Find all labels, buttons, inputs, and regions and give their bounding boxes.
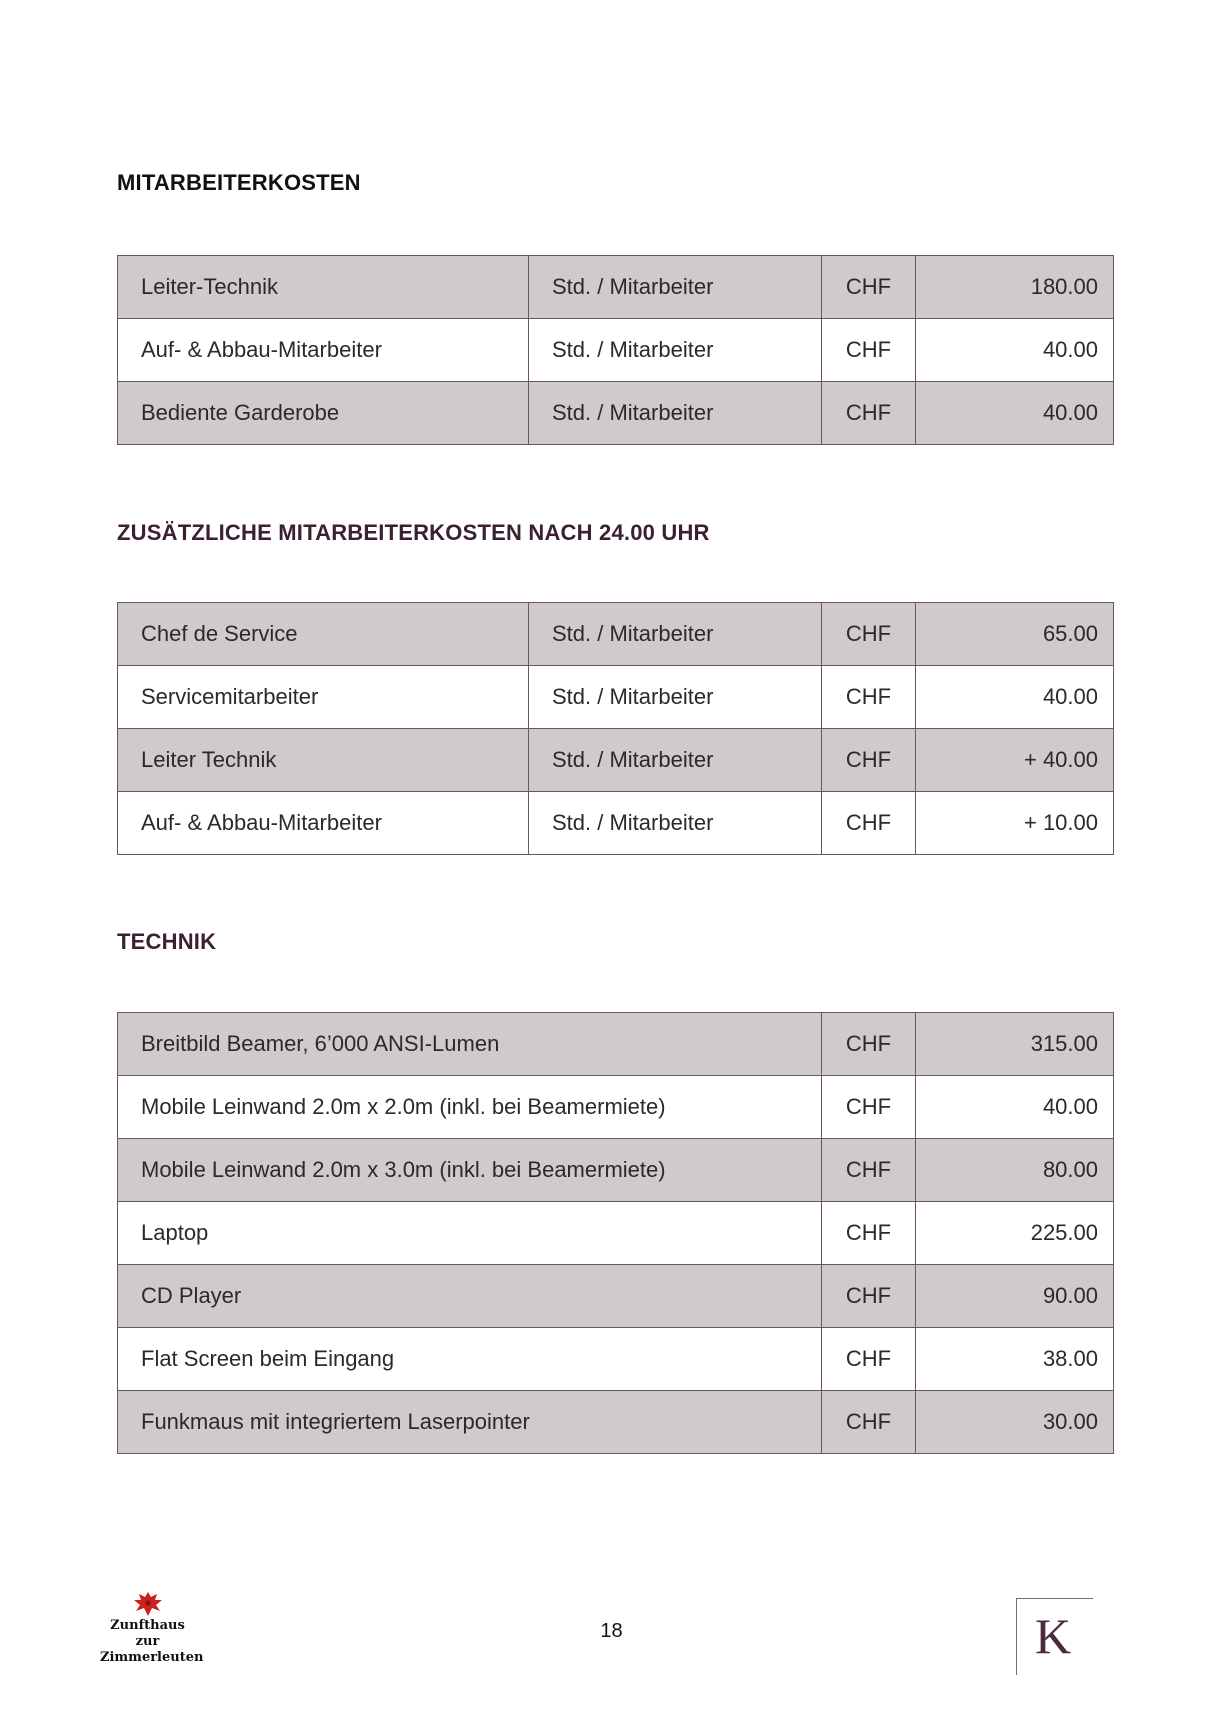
item-currency: CHF [822, 666, 916, 729]
item-price: + 10.00 [916, 792, 1114, 855]
table-row [118, 792, 1114, 855]
table-row [118, 666, 1114, 729]
eagle-crest-icon [133, 1590, 163, 1618]
section-title-technik: TECHNIK [117, 929, 217, 954]
item-name: Flat Screen beim Eingang [118, 1328, 822, 1391]
table-mitarbeiterkosten [117, 255, 1114, 445]
item-price: + 40.00 [916, 729, 1114, 792]
table-row [118, 1391, 1114, 1454]
item-price: 40.00 [916, 666, 1114, 729]
item-unit: Std. / Mitarbeiter [529, 666, 822, 729]
table-row [118, 256, 1114, 319]
item-price: 30.00 [916, 1391, 1114, 1454]
item-currency: CHF [822, 256, 916, 319]
logo-line: zur [135, 1634, 160, 1649]
logo-line: Zunfthaus [110, 1618, 185, 1633]
k-logo [1016, 1598, 1093, 1675]
table-row [118, 382, 1114, 445]
item-price: 40.00 [916, 382, 1114, 445]
table-row [118, 1076, 1114, 1139]
item-price: 225.00 [916, 1202, 1114, 1265]
item-currency: CHF [822, 729, 916, 792]
item-name: CD Player [118, 1265, 822, 1328]
table-technik [117, 1012, 1114, 1454]
item-price: 80.00 [916, 1139, 1114, 1202]
k-logo-letter: K [1035, 1608, 1072, 1664]
item-currency: CHF [822, 319, 916, 382]
item-name: Laptop [118, 1202, 822, 1265]
item-name: Bediente Garderobe [118, 382, 529, 445]
table-zusaetzliche-kosten [117, 602, 1114, 855]
table-row [118, 603, 1114, 666]
item-price: 180.00 [916, 256, 1114, 319]
table-row [118, 1265, 1114, 1328]
section-title-mitarbeiterkosten: MITARBEITERKOSTEN [117, 170, 361, 195]
item-price: 38.00 [916, 1328, 1114, 1391]
item-price: 40.00 [916, 319, 1114, 382]
item-name: Auf- & Abbau-Mitarbeiter [118, 319, 529, 382]
page-number: 18 [600, 1620, 623, 1642]
item-currency: CHF [822, 603, 916, 666]
table-row [118, 729, 1114, 792]
item-name: Auf- & Abbau-Mitarbeiter [118, 792, 529, 855]
item-name: Servicemitarbeiter [118, 666, 529, 729]
item-price: 315.00 [916, 1013, 1114, 1076]
table-row [118, 1139, 1114, 1202]
item-unit: Std. / Mitarbeiter [529, 603, 822, 666]
table-row [118, 319, 1114, 382]
item-name: Mobile Leinwand 2.0m x 3.0m (inkl. bei Beamermiete) [118, 1139, 822, 1202]
item-unit: Std. / Mitarbeiter [529, 382, 822, 445]
item-currency: CHF [822, 1391, 916, 1454]
item-name: Chef de Service [118, 603, 529, 666]
item-unit: Std. / Mitarbeiter [529, 729, 822, 792]
item-currency: CHF [822, 792, 916, 855]
item-currency: CHF [822, 1328, 916, 1391]
item-unit: Std. / Mitarbeiter [529, 792, 822, 855]
item-unit: Std. / Mitarbeiter [529, 319, 822, 382]
table-row [118, 1328, 1114, 1391]
logo-line: Zimmerleuten [100, 1650, 204, 1665]
table-row [118, 1013, 1114, 1076]
item-price: 40.00 [916, 1076, 1114, 1139]
item-name: Funkmaus mit integriertem Laserpointer [118, 1391, 822, 1454]
item-currency: CHF [822, 1202, 916, 1265]
item-unit: Std. / Mitarbeiter [529, 256, 822, 319]
item-price: 90.00 [916, 1265, 1114, 1328]
table-row [118, 1202, 1114, 1265]
item-price: 65.00 [916, 603, 1114, 666]
item-currency: CHF [822, 1265, 916, 1328]
item-currency: CHF [822, 1076, 916, 1139]
item-currency: CHF [822, 1013, 916, 1076]
item-name: Leiter-Technik [118, 256, 529, 319]
item-currency: CHF [822, 382, 916, 445]
section-title-zusaetzliche-kosten: ZUSÄTZLICHE MITARBEITERKOSTEN NACH 24.00 UHR [117, 520, 710, 545]
item-currency: CHF [822, 1139, 916, 1202]
item-name: Leiter Technik [118, 729, 529, 792]
item-name: Breitbild Beamer, 6’000 ANSI-Lumen [118, 1013, 822, 1076]
item-name: Mobile Leinwand 2.0m x 2.0m (inkl. bei Beamermiete) [118, 1076, 822, 1139]
